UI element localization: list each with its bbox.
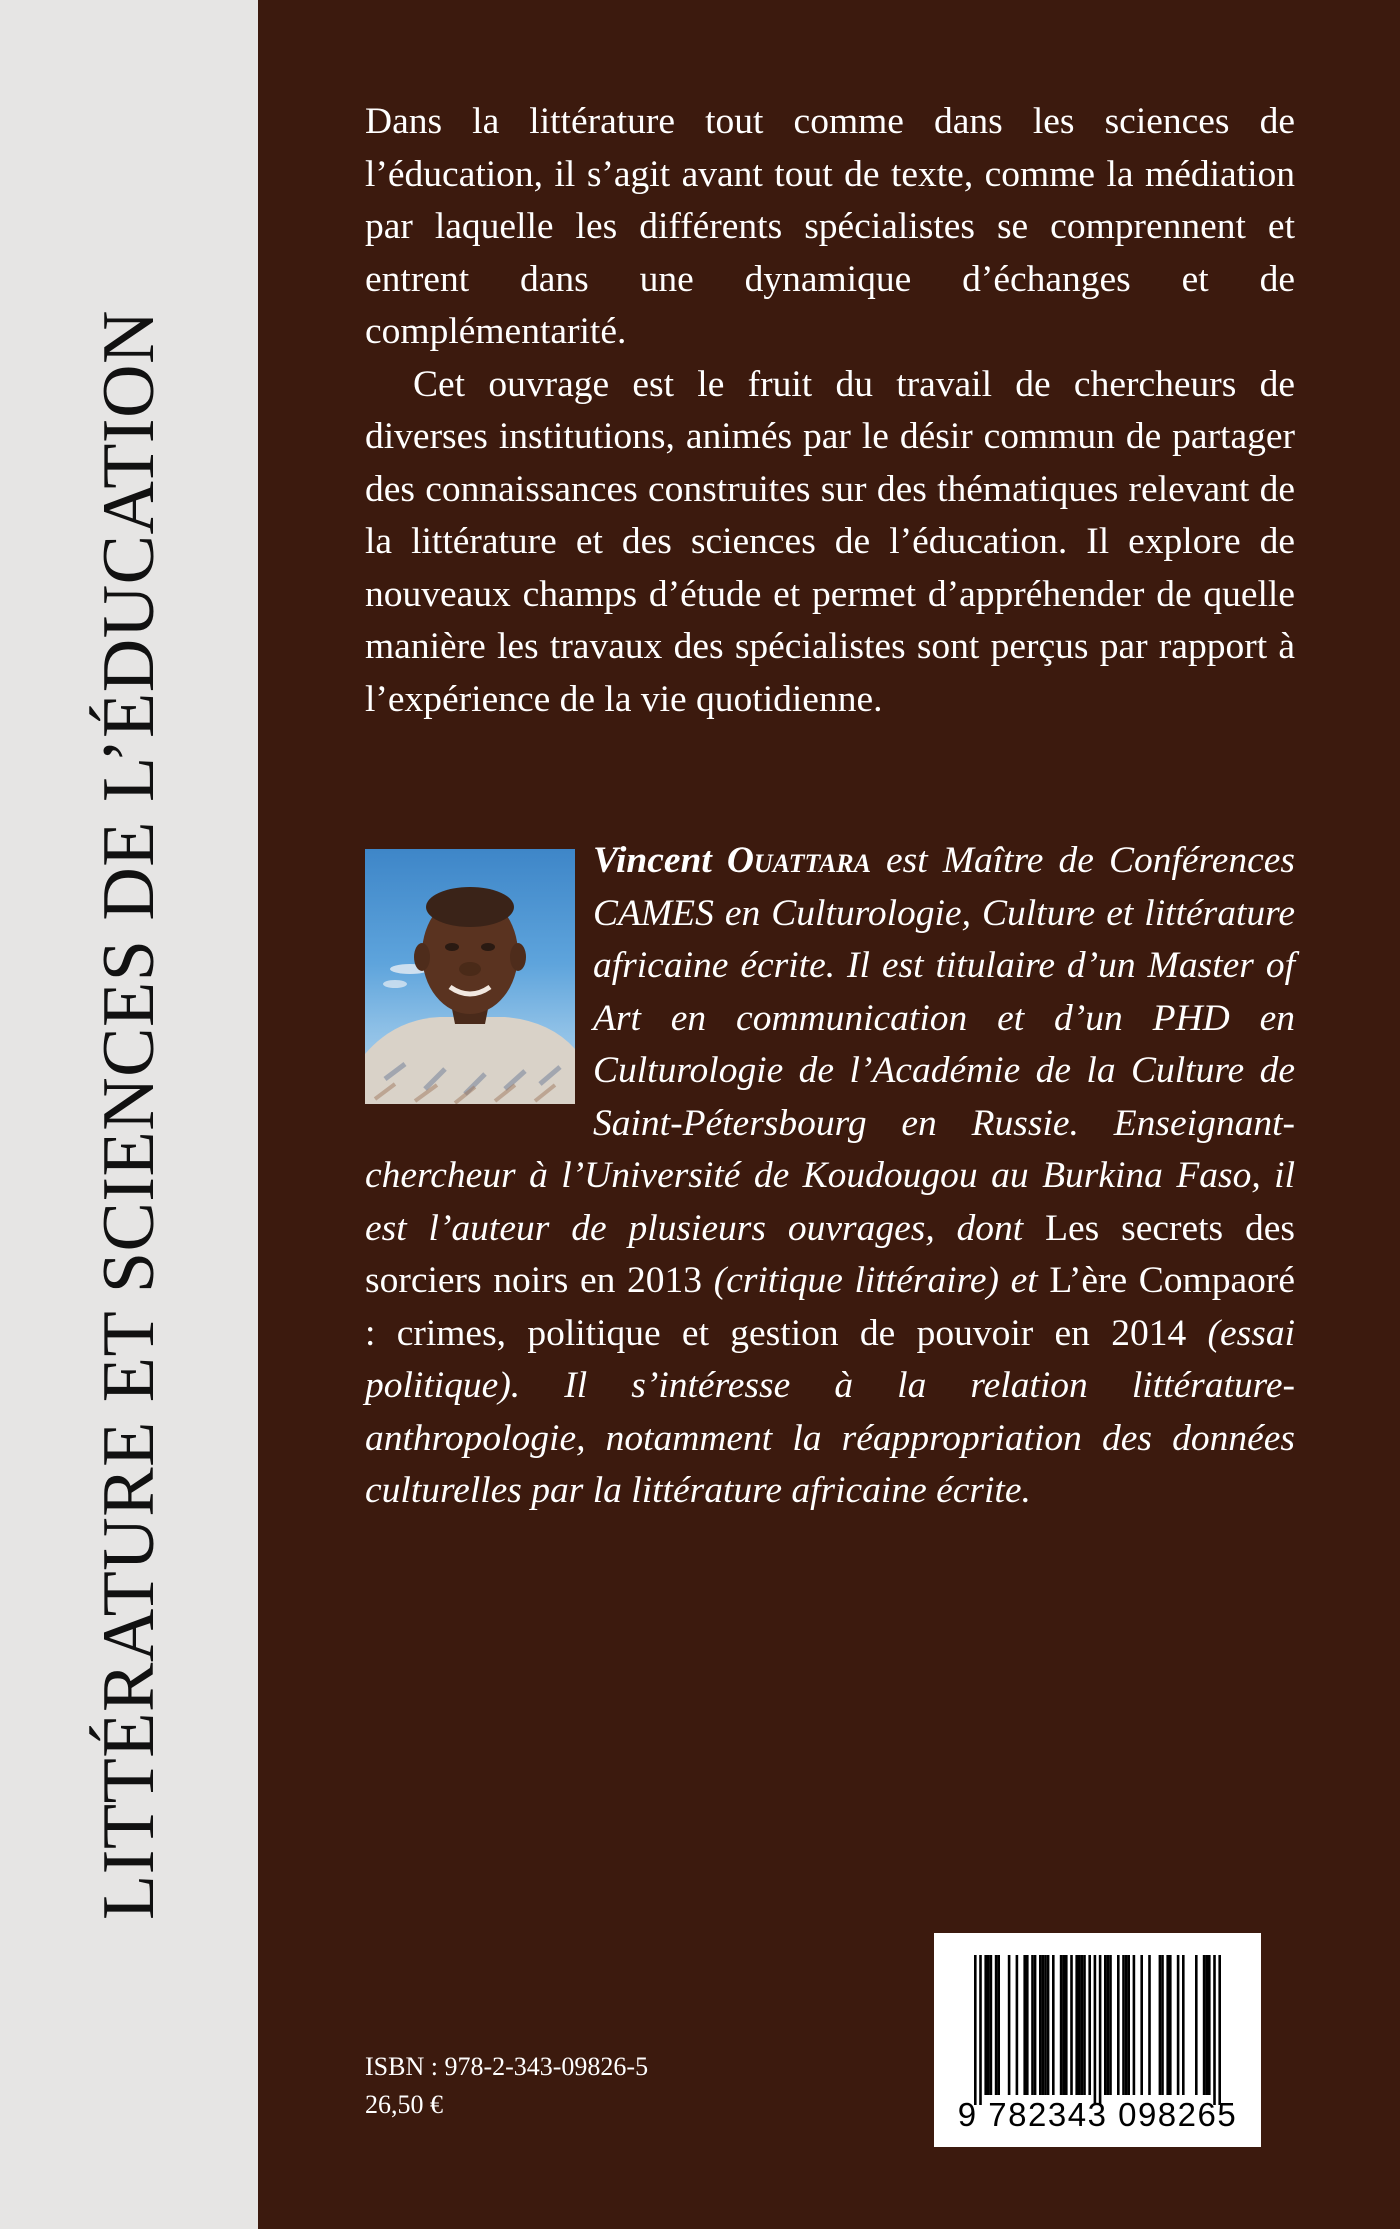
book-spine bbox=[0, 0, 258, 2229]
author-last-name: Ouattara bbox=[726, 840, 871, 881]
barcode-bar bbox=[1125, 1955, 1128, 2095]
barcode-bar bbox=[1148, 1955, 1151, 2095]
price: 26,50 € bbox=[365, 2090, 443, 2119]
barcode-bar bbox=[1218, 1955, 1221, 2105]
author-bio-part-2: (essai politique). Il s’intéresse à la relation littérature-anthropologie, notamment la réappropriation des données culturelles par la littérature africaine écrite. bbox=[365, 1312, 1295, 1511]
isbn-number: ISBN : 978-2-343-09826-5 bbox=[365, 2052, 649, 2081]
barcode-digits: 9 782343 098265 bbox=[957, 2096, 1238, 2133]
barcode-bar bbox=[1026, 1955, 1029, 2095]
barcode-bar bbox=[1122, 1955, 1125, 2095]
barcode-bar bbox=[1109, 1955, 1112, 2095]
barcode-bar bbox=[1034, 1955, 1037, 2095]
book-title-2: L’ère Compaoré : crimes, politique et gestion de pouvoir en 2014 bbox=[365, 1260, 1296, 1354]
barcode-bar bbox=[974, 1955, 977, 2105]
barcode-bar bbox=[1065, 1955, 1068, 2095]
summary-paragraph-2: Cet ouvrage est le fruit du travail de chercheurs de diverses institutions, animés par le désir commun de partager des connaissances construites sur des thématiques relevant de la littérature et des sciences de l’éducation. Il explore de nouveaux champs d’étude et permet d’appréhender de quelle manière les travaux des spécialistes sont perçus par rapport à l’expérience de la vie quotidienne. bbox=[365, 363, 1295, 720]
barcode-bar bbox=[1060, 1955, 1063, 2095]
barcode-bar bbox=[1127, 1955, 1130, 2095]
barcode-bar bbox=[1169, 1955, 1172, 2095]
barcode-bar bbox=[1140, 1955, 1143, 2095]
barcode-bar bbox=[1205, 1955, 1208, 2095]
author-first-name: Vincent bbox=[593, 840, 712, 881]
barcode-bar bbox=[1094, 1955, 1097, 2105]
barcode-bar bbox=[1203, 1955, 1206, 2095]
barcode-bar bbox=[1042, 1955, 1045, 2095]
barcode-bar bbox=[1099, 1955, 1102, 2105]
book-title-1: Les secrets des sorciers noirs en 2013 bbox=[365, 1207, 1295, 1301]
author-bio bbox=[365, 835, 1295, 1518]
barcode-bar bbox=[1078, 1955, 1081, 2095]
barcode-bar bbox=[1133, 1955, 1136, 2095]
barcode-bar bbox=[1047, 1955, 1050, 2095]
barcode-bar bbox=[1070, 1955, 1073, 2095]
barcode-bar bbox=[1083, 1955, 1086, 2095]
summary-text bbox=[365, 96, 1295, 726]
barcode-bar bbox=[1081, 1955, 1084, 2095]
barcode-bar bbox=[1039, 1955, 1042, 2095]
author-bio-part-1: est Maître de Conférences CAMES en Culturologie, Culture et littérature africaine écrite. Il est titulaire d’un Master of Art en communication et d’un PHD en Culturologie de l’Académie de la Culture de Saint-Pétersbourg en Russie. Enseignant-chercheur à l’Université de Koudougou au Burkina Faso, il est l’auteur de plusieurs ouvrages, dont bbox=[365, 840, 1295, 1249]
barcode-bar bbox=[1088, 1955, 1091, 2095]
barcode-bar bbox=[979, 1955, 982, 2105]
author-photo bbox=[365, 849, 575, 1104]
barcode-bar bbox=[1104, 1955, 1107, 2095]
barcode-bar bbox=[1182, 1955, 1185, 2095]
barcode-bar bbox=[1031, 1955, 1034, 2095]
isbn-price-block bbox=[365, 2048, 648, 2124]
barcode-bar bbox=[1177, 1955, 1180, 2095]
spine-title: LITTÉRATURE ET SCIENCES DE L’ÉDUCATION bbox=[88, 310, 170, 1920]
summary-paragraph-1: Dans la littérature tout comme dans les sciences de l’éducation, il s’agit avant tout de texte, comme la médiation par laquelle les différents spécialistes se comprennent et entrent dans une dynamique d’échanges et de complémentarité. bbox=[365, 101, 1295, 352]
book-genre-1: (critique littéraire) et bbox=[702, 1260, 1050, 1301]
barcode-bar bbox=[1117, 1955, 1120, 2095]
barcode-bar bbox=[1208, 1955, 1211, 2095]
barcode-bar bbox=[1008, 1955, 1011, 2095]
barcode-bar bbox=[995, 1955, 998, 2095]
barcode-bar bbox=[1044, 1955, 1047, 2095]
barcode bbox=[934, 1933, 1261, 2147]
barcode-bar bbox=[1213, 1955, 1216, 2105]
barcode-bar bbox=[1062, 1955, 1065, 2095]
barcode-bar bbox=[1052, 1955, 1055, 2095]
barcode-bar bbox=[1075, 1955, 1078, 2095]
barcode-bar bbox=[1161, 1955, 1164, 2095]
barcode-bar bbox=[1195, 1955, 1198, 2095]
barcode-bar bbox=[997, 1955, 1000, 2095]
barcode-bar bbox=[987, 1955, 990, 2095]
barcode-bar bbox=[984, 1955, 987, 2095]
barcode-bar bbox=[1159, 1955, 1162, 2095]
barcode-bar bbox=[1166, 1955, 1169, 2095]
barcode-bar bbox=[1023, 1955, 1026, 2095]
barcode-bar bbox=[1107, 1955, 1110, 2095]
barcode-bar bbox=[990, 1955, 993, 2095]
barcode-bar bbox=[1016, 1955, 1019, 2095]
